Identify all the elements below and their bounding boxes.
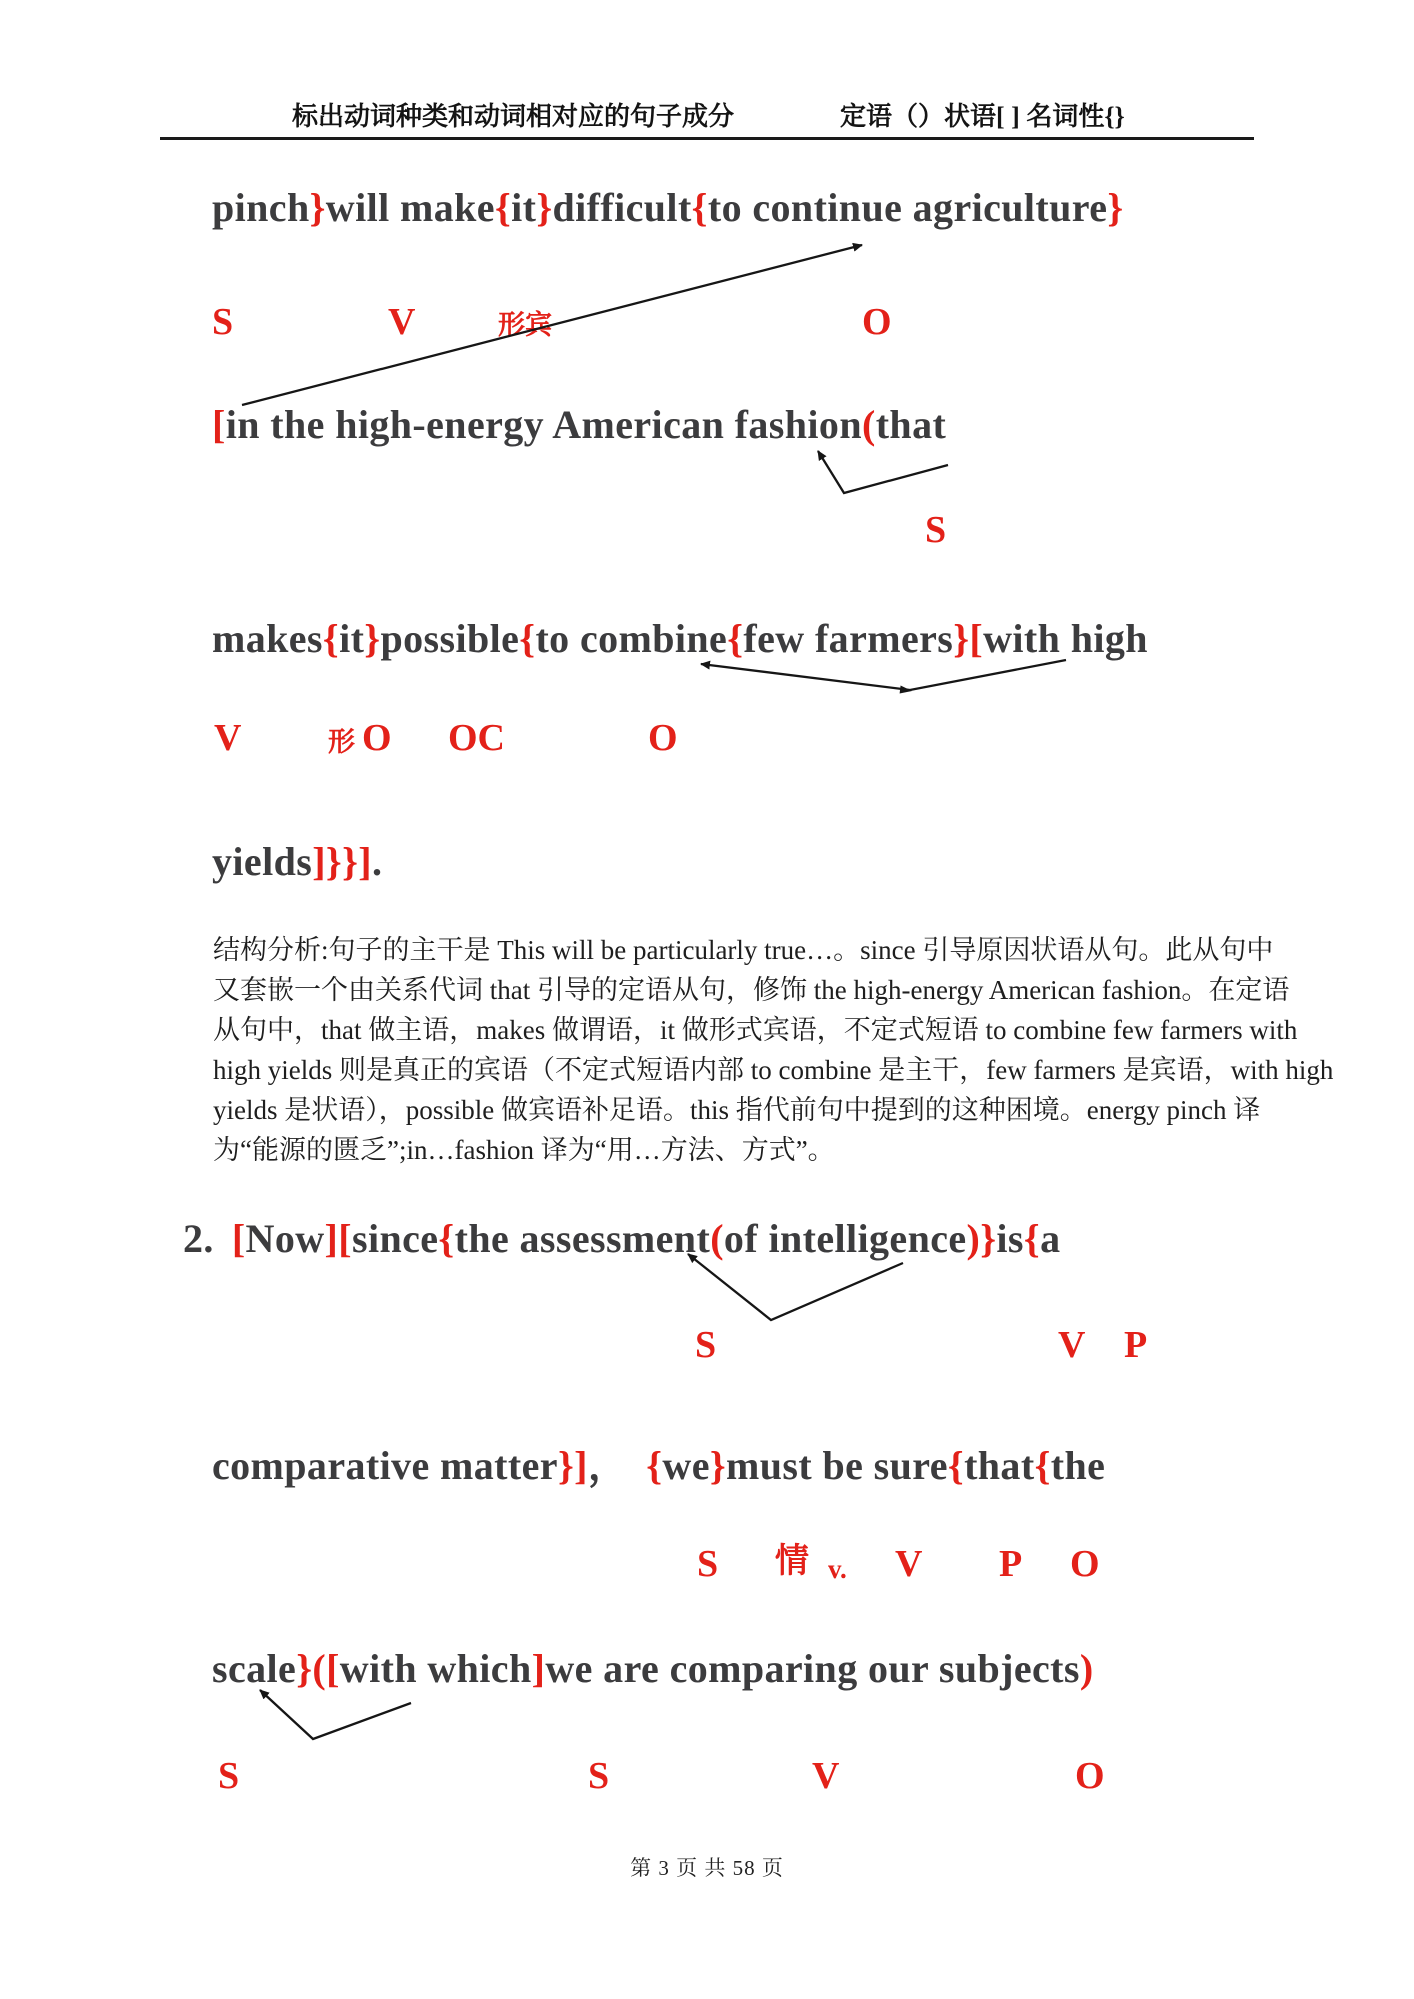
annotation-v: V xyxy=(388,301,416,343)
annotation-o4: O xyxy=(1075,1755,1105,1797)
arrow-bend-head xyxy=(900,686,912,694)
annotation-s4: S xyxy=(697,1543,719,1585)
annotation-s-fashion: S xyxy=(925,509,947,551)
annotation-v2: V xyxy=(214,717,242,759)
sentence2-lineC: scale}([with which]we are comparing our subjects) xyxy=(212,1646,1094,1691)
arrow-to-agriculture xyxy=(242,245,862,405)
annotation-xingbin: 形宾 xyxy=(498,310,552,340)
arrow-to-fashion xyxy=(818,451,948,493)
analysis-line: 从句中，that 做主语，makes 做谓语，it 做形式宾语，不定式短语 to combine few farmers with xyxy=(213,1015,1298,1045)
analysis-line: yields 是状语），possible 做宾语补足语。this 指代前句中提到的这种困境。energy pinch 译 xyxy=(213,1095,1261,1125)
annotation-s5: S xyxy=(218,1755,240,1797)
arrow-to-scale xyxy=(260,1690,411,1739)
annotation-o2: O xyxy=(648,717,678,759)
sentence2-lineB: comparative matter}]， {we}must be sure{that{the xyxy=(212,1443,1106,1488)
annotation-o: O xyxy=(862,301,892,343)
annotation-v-small: v. xyxy=(828,1554,847,1584)
header-left-title: 标出动词种类和动词相对应的句子成分 xyxy=(292,102,735,131)
page-number: 第 3 页 共 58 页 xyxy=(630,1856,784,1880)
sentence1-line4: yields]}}]. xyxy=(212,839,383,884)
analysis-paragraph xyxy=(213,930,1334,1170)
header-right-legend: 定语（）状语[ ] 名词性{} xyxy=(840,102,1125,131)
annotation-s6: S xyxy=(588,1755,610,1797)
annotation-v4: V xyxy=(895,1543,923,1585)
annotation-qing: 情 xyxy=(775,1543,809,1580)
annotation-v5: V xyxy=(812,1755,840,1797)
analysis-line: 为“能源的匮乏”;in…fashion 译为“用…方法、方式”。 xyxy=(213,1135,835,1165)
annotation-o3: O xyxy=(1070,1543,1100,1585)
analysis-line: 又套嵌一个由关系代词 that 引导的定语从句，修饰 the high-energy American fashion。在定语 xyxy=(213,975,1290,1005)
annotation-s3: S xyxy=(695,1324,717,1366)
arrow-to-combine xyxy=(701,660,1066,690)
arrow-to-assessment xyxy=(688,1254,903,1320)
sentence2-lineA: 2. [Now][since{the assessment(of intelligence)}is{a xyxy=(183,1216,1061,1261)
annotation-p2: P xyxy=(999,1543,1023,1585)
sentence1-line3: makes{it}possible{to combine{few farmers}[with high xyxy=(212,616,1148,661)
annotation-xing: 形 xyxy=(328,727,355,757)
annotation-p1: P xyxy=(1124,1324,1148,1366)
header-rule xyxy=(160,137,1254,140)
annotation-o1: O xyxy=(362,717,392,759)
annotation-v3: V xyxy=(1058,1324,1086,1366)
sentence1-line1: pinch}will make{it}difficult{to continue agriculture} xyxy=(212,185,1124,230)
sentence1-line2: [in the high-energy American fashion(that xyxy=(212,402,947,447)
analysis-line: high yields 则是真正的宾语（不定式短语内部 to combine 是主干，few farmers 是宾语，with high xyxy=(213,1055,1334,1085)
annotation-s: S xyxy=(212,301,234,343)
annotation-oc: OC xyxy=(448,717,505,759)
analysis-line: 结构分析:句子的主干是 This will be particularly true…。since 引导原因状语从句。此从句中 xyxy=(213,935,1274,965)
